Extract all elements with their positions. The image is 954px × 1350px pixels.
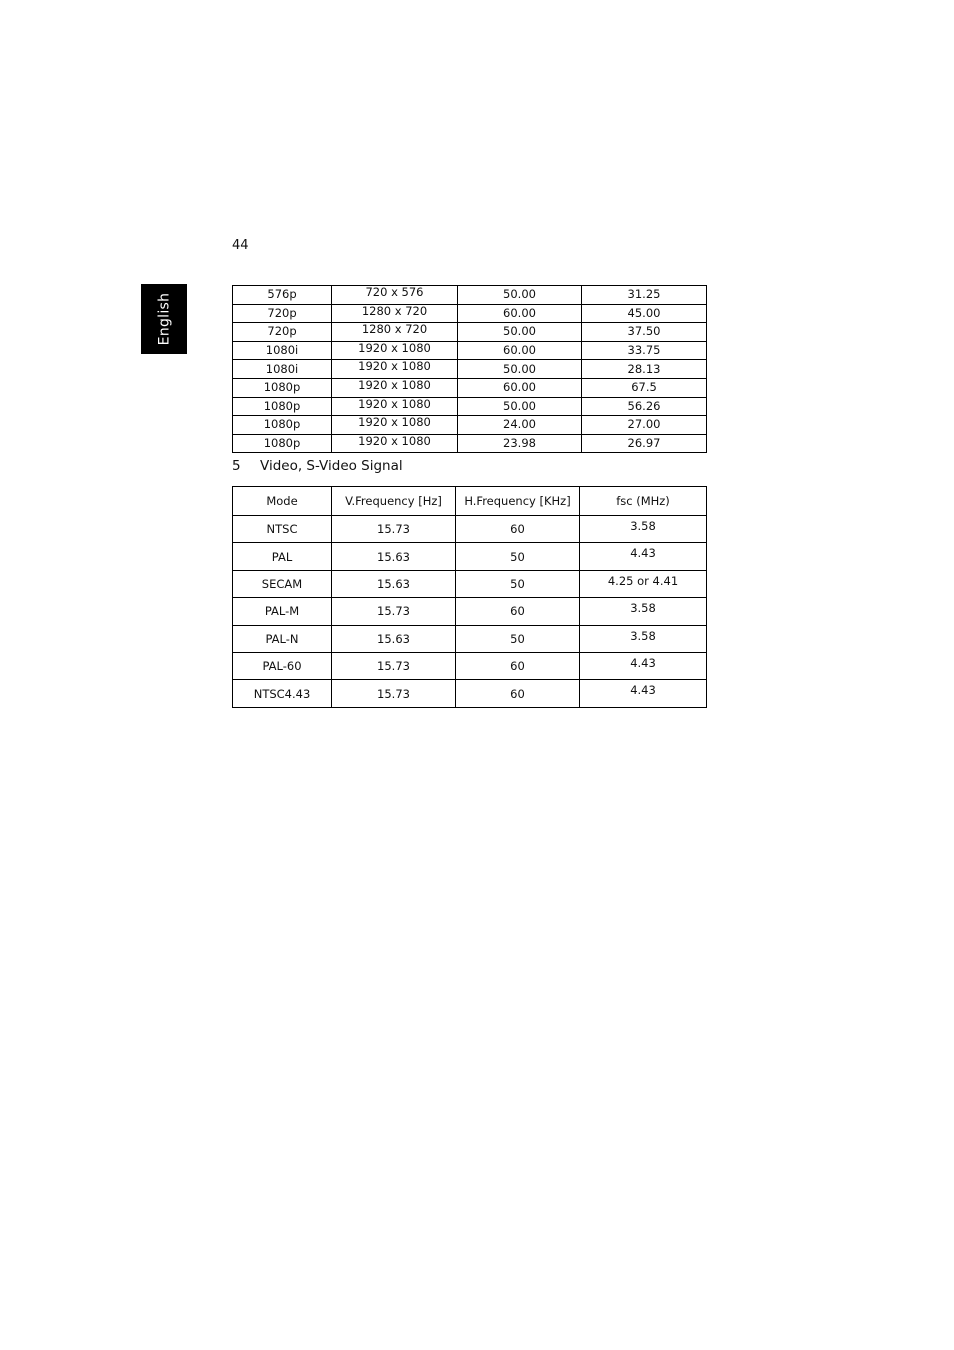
header-cell-mode: Mode bbox=[233, 487, 332, 516]
timing-resolution-cell: 1920 x 1080 bbox=[332, 434, 458, 453]
video-fsc-cell: 3.58 bbox=[580, 625, 707, 652]
table-row bbox=[233, 286, 707, 305]
timing-resolution-cell: 1920 x 1080 bbox=[332, 416, 458, 435]
timing-v-frequency-cell: 50.00 bbox=[458, 286, 582, 305]
page-number: 44 bbox=[232, 238, 249, 253]
video-fsc-cell: 4.43 bbox=[580, 680, 707, 707]
timing-mode-cell: 1080p bbox=[233, 378, 332, 397]
timing-mode-cell: 720p bbox=[233, 304, 332, 323]
timing-v-frequency-cell: 50.00 bbox=[458, 323, 582, 342]
video-fsc-cell: 3.58 bbox=[580, 598, 707, 625]
video-fsc-cell: 4.43 bbox=[580, 652, 707, 679]
video-h-frequency-cell: 50 bbox=[456, 543, 580, 570]
video-v-frequency-cell: 15.73 bbox=[332, 516, 456, 543]
timing-resolution-cell: 1920 x 1080 bbox=[332, 397, 458, 416]
video-h-frequency-cell: 60 bbox=[456, 516, 580, 543]
language-tab-label: English bbox=[156, 292, 172, 346]
table-row bbox=[233, 543, 707, 570]
timing-v-frequency-cell: 60.00 bbox=[458, 341, 582, 360]
timing-h-frequency-cell: 28.13 bbox=[582, 360, 707, 379]
table-row bbox=[233, 625, 707, 652]
video-v-frequency-cell: 15.73 bbox=[332, 598, 456, 625]
timing-h-frequency-cell: 26.97 bbox=[582, 434, 707, 453]
section-heading bbox=[232, 458, 403, 474]
video-h-frequency-cell: 60 bbox=[456, 652, 580, 679]
timing-mode-cell: 576p bbox=[233, 286, 332, 305]
table-row bbox=[233, 378, 707, 397]
timing-h-frequency-cell: 33.75 bbox=[582, 341, 707, 360]
video-h-frequency-cell: 50 bbox=[456, 570, 580, 597]
video-mode-cell: SECAM bbox=[233, 570, 332, 597]
timing-mode-cell: 1080p bbox=[233, 397, 332, 416]
video-signal-table bbox=[232, 486, 707, 708]
table-row bbox=[233, 680, 707, 707]
timing-h-frequency-cell: 31.25 bbox=[582, 286, 707, 305]
timing-mode-cell: 1080p bbox=[233, 434, 332, 453]
table-row bbox=[233, 341, 707, 360]
video-h-frequency-cell: 60 bbox=[456, 598, 580, 625]
table-row bbox=[233, 304, 707, 323]
header-cell-v-frequency: V.Frequency [Hz] bbox=[332, 487, 456, 516]
timing-v-frequency-cell: 23.98 bbox=[458, 434, 582, 453]
table-row bbox=[233, 323, 707, 342]
header-cell-h-frequency: H.Frequency [KHz] bbox=[456, 487, 580, 516]
language-tab bbox=[141, 284, 187, 354]
video-v-frequency-cell: 15.63 bbox=[332, 625, 456, 652]
timing-resolution-cell: 1280 x 720 bbox=[332, 304, 458, 323]
timing-v-frequency-cell: 50.00 bbox=[458, 360, 582, 379]
timing-table bbox=[232, 285, 707, 453]
timing-h-frequency-cell: 27.00 bbox=[582, 416, 707, 435]
timing-mode-cell: 1080p bbox=[233, 416, 332, 435]
video-mode-cell: PAL-N bbox=[233, 625, 332, 652]
video-fsc-cell: 4.43 bbox=[580, 543, 707, 570]
video-mode-cell: PAL bbox=[233, 543, 332, 570]
timing-v-frequency-cell: 60.00 bbox=[458, 304, 582, 323]
timing-h-frequency-cell: 45.00 bbox=[582, 304, 707, 323]
timing-mode-cell: 1080i bbox=[233, 360, 332, 379]
table-row bbox=[233, 598, 707, 625]
timing-h-frequency-cell: 67.5 bbox=[582, 378, 707, 397]
section-number: 5 bbox=[232, 458, 241, 474]
timing-h-frequency-cell: 56.26 bbox=[582, 397, 707, 416]
video-v-frequency-cell: 15.73 bbox=[332, 652, 456, 679]
table-row bbox=[233, 516, 707, 543]
table-row bbox=[233, 570, 707, 597]
timing-v-frequency-cell: 24.00 bbox=[458, 416, 582, 435]
video-v-frequency-cell: 15.63 bbox=[332, 543, 456, 570]
header-cell-fsc: fsc (MHz) bbox=[580, 487, 707, 516]
table-row bbox=[233, 434, 707, 453]
video-fsc-cell: 3.58 bbox=[580, 516, 707, 543]
video-mode-cell: PAL-M bbox=[233, 598, 332, 625]
timing-resolution-cell: 1280 x 720 bbox=[332, 323, 458, 342]
table-row bbox=[233, 416, 707, 435]
timing-resolution-cell: 720 x 576 bbox=[332, 286, 458, 305]
timing-resolution-cell: 1920 x 1080 bbox=[332, 360, 458, 379]
timing-h-frequency-cell: 37.50 bbox=[582, 323, 707, 342]
video-v-frequency-cell: 15.73 bbox=[332, 680, 456, 707]
video-h-frequency-cell: 50 bbox=[456, 625, 580, 652]
timing-resolution-cell: 1920 x 1080 bbox=[332, 378, 458, 397]
video-h-frequency-cell: 60 bbox=[456, 680, 580, 707]
video-v-frequency-cell: 15.63 bbox=[332, 570, 456, 597]
timing-resolution-cell: 1920 x 1080 bbox=[332, 341, 458, 360]
timing-mode-cell: 720p bbox=[233, 323, 332, 342]
video-mode-cell: NTSC4.43 bbox=[233, 680, 332, 707]
table-row bbox=[233, 360, 707, 379]
timing-v-frequency-cell: 50.00 bbox=[458, 397, 582, 416]
timing-mode-cell: 1080i bbox=[233, 341, 332, 360]
section-title: Video, S-Video Signal bbox=[260, 458, 403, 474]
timing-v-frequency-cell: 60.00 bbox=[458, 378, 582, 397]
video-mode-cell: NTSC bbox=[233, 516, 332, 543]
table-header-row bbox=[233, 487, 707, 516]
video-mode-cell: PAL-60 bbox=[233, 652, 332, 679]
table-row bbox=[233, 397, 707, 416]
table-row bbox=[233, 652, 707, 679]
video-fsc-cell: 4.25 or 4.41 bbox=[580, 570, 707, 597]
